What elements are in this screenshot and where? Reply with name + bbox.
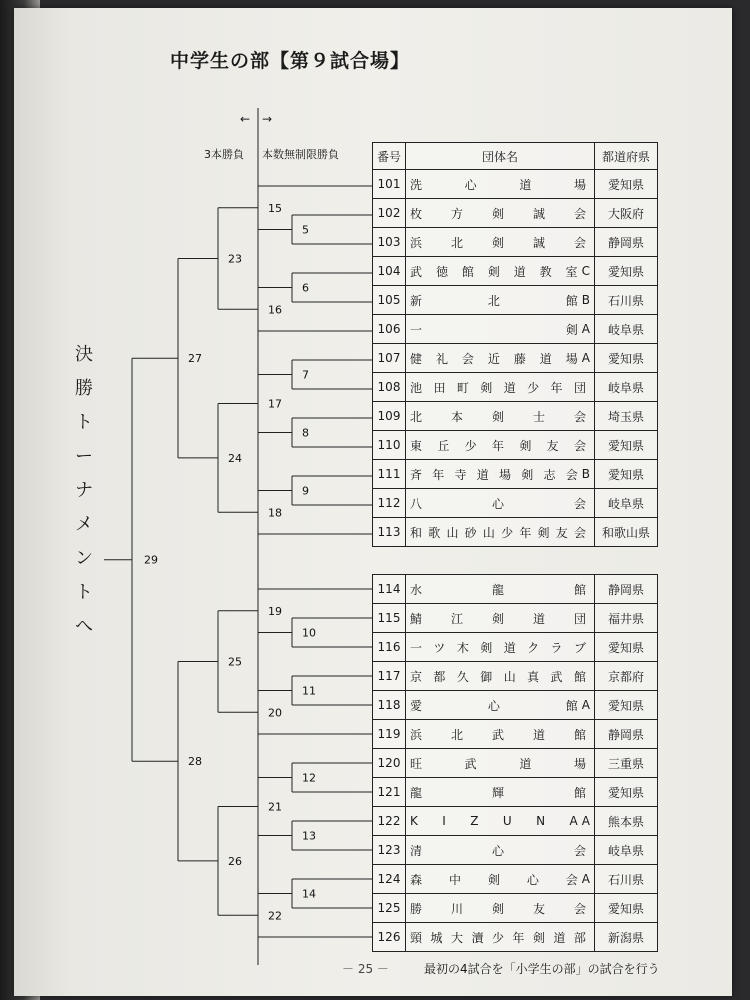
team-name-cell	[406, 604, 595, 633]
team-number: 109	[373, 402, 406, 431]
team-name: 頸 城 大 瀆 少 年 剣 道 部	[410, 930, 586, 945]
team-number: 120	[373, 749, 406, 778]
team-number: 105	[373, 286, 406, 315]
team-name-cell	[406, 720, 595, 749]
team-name-cell	[406, 575, 595, 604]
team-number: 108	[373, 373, 406, 402]
team-name: 八 心 会	[410, 496, 586, 511]
team-name: 水 龍 館	[410, 582, 586, 597]
team-number: 107	[373, 344, 406, 373]
table-row	[373, 373, 658, 402]
team-prefecture: 愛知県	[595, 691, 658, 720]
table-row	[373, 923, 658, 952]
team-table-bottom	[372, 574, 658, 952]
match-number-m20: 20	[268, 706, 282, 720]
team-name: 龍 輝 館	[410, 785, 586, 800]
match-number-m26: 26	[228, 854, 242, 868]
team-suffix: A	[581, 872, 590, 886]
team-name-cell	[406, 286, 595, 315]
table-row	[373, 749, 658, 778]
team-suffix: A	[581, 814, 590, 828]
match-number-m22: 22	[268, 909, 282, 923]
team-prefecture: 静岡県	[595, 228, 658, 257]
table-row	[373, 894, 658, 923]
team-prefecture: 静岡県	[595, 720, 658, 749]
team-name-cell	[406, 662, 595, 691]
team-name-cell	[406, 894, 595, 923]
team-table-top	[372, 142, 658, 547]
team-number: 125	[373, 894, 406, 923]
team-name: 一 剣	[410, 322, 578, 337]
team-suffix: A	[581, 351, 591, 365]
team-suffix: B	[581, 467, 591, 481]
table-row	[373, 865, 658, 894]
team-number: 106	[373, 315, 406, 344]
team-name: 東 丘 少 年 剣 友 会	[410, 438, 586, 453]
team-name: 京 都 久 御 山 真 武 館	[410, 669, 586, 684]
match-number-m23: 23	[228, 252, 242, 266]
match-number-m21: 21	[268, 800, 282, 814]
arrow-left-icon: ←	[240, 112, 251, 126]
team-name-cell	[406, 402, 595, 431]
team-number: 124	[373, 865, 406, 894]
match-number-m27: 27	[188, 352, 202, 366]
team-number: 115	[373, 604, 406, 633]
team-prefecture: 愛知県	[595, 778, 658, 807]
team-number: 104	[373, 257, 406, 286]
team-prefecture: 愛知県	[595, 431, 658, 460]
table-row	[373, 286, 658, 315]
team-prefecture: 岐阜県	[595, 373, 658, 402]
team-name-cell	[406, 518, 595, 547]
match-number-m15: 15	[268, 201, 282, 215]
team-name-cell	[406, 257, 595, 286]
team-name: 武 徳 館 剣 道 教 室	[410, 264, 578, 279]
table-row	[373, 518, 658, 547]
team-name: 旺 武 道 場	[410, 756, 586, 771]
table-row	[373, 460, 658, 489]
table-row	[373, 431, 658, 460]
team-prefecture: 埼玉県	[595, 402, 658, 431]
team-suffix: C	[581, 264, 591, 278]
team-number: 119	[373, 720, 406, 749]
team-number: 126	[373, 923, 406, 952]
team-name: 勝 川 剣 友 会	[410, 901, 586, 916]
match-number-m18: 18	[268, 506, 282, 520]
team-number: 113	[373, 518, 406, 547]
team-suffix: A	[581, 322, 591, 336]
team-name-cell	[406, 749, 595, 778]
team-name: 池 田 町 剣 道 少 年 団	[410, 380, 586, 395]
team-name: 和 歌 山 砂 山 少 年 剣 友 会	[410, 525, 586, 540]
match-number-m29: 29	[144, 553, 158, 567]
team-name: 愛 心 館	[410, 698, 578, 713]
table-row	[373, 199, 658, 228]
table-row	[373, 489, 658, 518]
match-number-m6: 6	[302, 281, 309, 295]
match-number-m10: 10	[302, 626, 316, 640]
table-row	[373, 170, 658, 199]
team-number: 102	[373, 199, 406, 228]
team-prefecture: 新潟県	[595, 923, 658, 952]
team-prefecture: 石川県	[595, 286, 658, 315]
match-number-m13: 13	[302, 829, 316, 843]
team-prefecture: 愛知県	[595, 633, 658, 662]
team-number: 116	[373, 633, 406, 662]
team-number: 117	[373, 662, 406, 691]
table-row	[373, 633, 658, 662]
team-prefecture: 三重県	[595, 749, 658, 778]
arrow-right-icon: →	[262, 112, 273, 126]
team-prefecture: 岐阜県	[595, 315, 658, 344]
team-prefecture: 岐阜県	[595, 836, 658, 865]
page-number: － 25 －	[342, 962, 389, 976]
match-number-m14: 14	[302, 887, 316, 901]
team-prefecture: 和歌山県	[595, 518, 658, 547]
team-name-cell	[406, 865, 595, 894]
header-unlimited: 本数無制限勝負	[262, 148, 339, 161]
match-number-m17: 17	[268, 397, 282, 411]
table-row	[373, 575, 658, 604]
table-row	[373, 778, 658, 807]
team-prefecture: 静岡県	[595, 575, 658, 604]
team-number: 101	[373, 170, 406, 199]
team-prefecture: 愛知県	[595, 460, 658, 489]
table-row	[373, 228, 658, 257]
table-row	[373, 807, 658, 836]
match-number-m9: 9	[302, 484, 309, 498]
table-row	[373, 315, 658, 344]
match-number-m19: 19	[268, 604, 282, 618]
table-row	[373, 836, 658, 865]
team-prefecture: 福井県	[595, 604, 658, 633]
team-name-cell	[406, 228, 595, 257]
match-number-m12: 12	[302, 771, 316, 785]
team-name: 枚 方 剣 誠 会	[410, 206, 586, 221]
team-number: 123	[373, 836, 406, 865]
team-prefecture: 愛知県	[595, 170, 658, 199]
page-title: 中学生の部【第９試合場】	[170, 50, 411, 72]
team-name-cell	[406, 170, 595, 199]
team-name-cell	[406, 778, 595, 807]
team-name-cell	[406, 315, 595, 344]
team-name: 浜 北 武 道 館	[410, 727, 586, 742]
team-name-cell	[406, 344, 595, 373]
table-row	[373, 662, 658, 691]
match-number-m11: 11	[302, 684, 316, 698]
column-header-name: 団体名	[406, 143, 595, 170]
table-row	[373, 691, 658, 720]
team-prefecture: 愛知県	[595, 344, 658, 373]
column-header-pref: 都道府県	[595, 143, 658, 170]
team-name-cell	[406, 923, 595, 952]
team-prefecture: 京都府	[595, 662, 658, 691]
team-name-cell	[406, 373, 595, 402]
match-number-m5: 5	[302, 223, 309, 237]
team-name-cell	[406, 489, 595, 518]
table-row	[373, 344, 658, 373]
team-suffix: B	[581, 293, 591, 307]
footer-note: 最初の4試合を「小学生の部」の試合を行う	[424, 962, 660, 976]
table-row	[373, 604, 658, 633]
final-tournament-label: 決 勝 ト ー ナ メ ン ト へ	[75, 344, 93, 637]
team-name: 新 北 館	[410, 293, 578, 308]
table-row	[373, 720, 658, 749]
team-prefecture: 熊本県	[595, 807, 658, 836]
team-name-cell	[406, 199, 595, 228]
team-name-cell	[406, 836, 595, 865]
table-header-row	[373, 143, 658, 170]
team-number: 110	[373, 431, 406, 460]
team-name: 一 ツ 木 剣 道 ク ラ ブ	[410, 640, 586, 655]
table-row	[373, 402, 658, 431]
team-prefecture: 石川県	[595, 865, 658, 894]
table-row	[373, 257, 658, 286]
team-name-cell	[406, 691, 595, 720]
match-number-m7: 7	[302, 368, 309, 382]
team-suffix: A	[581, 698, 590, 712]
team-number: 118	[373, 691, 406, 720]
team-name: 北 本 剣 士 会	[410, 409, 586, 424]
match-number-m25: 25	[228, 655, 242, 669]
team-name-cell	[406, 460, 595, 489]
team-name: K I Z U N A	[410, 814, 578, 828]
team-name: 清 心 会	[410, 843, 586, 858]
team-prefecture: 愛知県	[595, 257, 658, 286]
team-number: 111	[373, 460, 406, 489]
match-number-m24: 24	[228, 451, 242, 465]
team-number: 103	[373, 228, 406, 257]
team-prefecture: 大阪府	[595, 199, 658, 228]
team-prefecture: 愛知県	[595, 894, 658, 923]
team-name-cell	[406, 807, 595, 836]
team-name: 浜 北 剣 誠 会	[410, 235, 586, 250]
team-number: 114	[373, 575, 406, 604]
team-name: 健 礼 会 近 藤 道 場	[410, 351, 578, 366]
team-number: 112	[373, 489, 406, 518]
team-number: 122	[373, 807, 406, 836]
team-name: 鯖 江 剣 道 団	[410, 611, 586, 626]
team-name: 斉 年 寺 道 場 剣 志 会	[410, 467, 578, 482]
match-number-m8: 8	[302, 426, 309, 440]
team-name-cell	[406, 431, 595, 460]
team-name: 洗 心 道 場	[410, 177, 586, 192]
team-name: 森 中 剣 心 会	[410, 872, 578, 887]
team-name-cell	[406, 633, 595, 662]
match-number-m28: 28	[188, 755, 202, 769]
team-number: 121	[373, 778, 406, 807]
header-three-point: 3本勝負	[204, 148, 244, 161]
match-number-m16: 16	[268, 303, 282, 317]
team-prefecture: 岐阜県	[595, 489, 658, 518]
column-header-no: 番号	[373, 143, 406, 170]
